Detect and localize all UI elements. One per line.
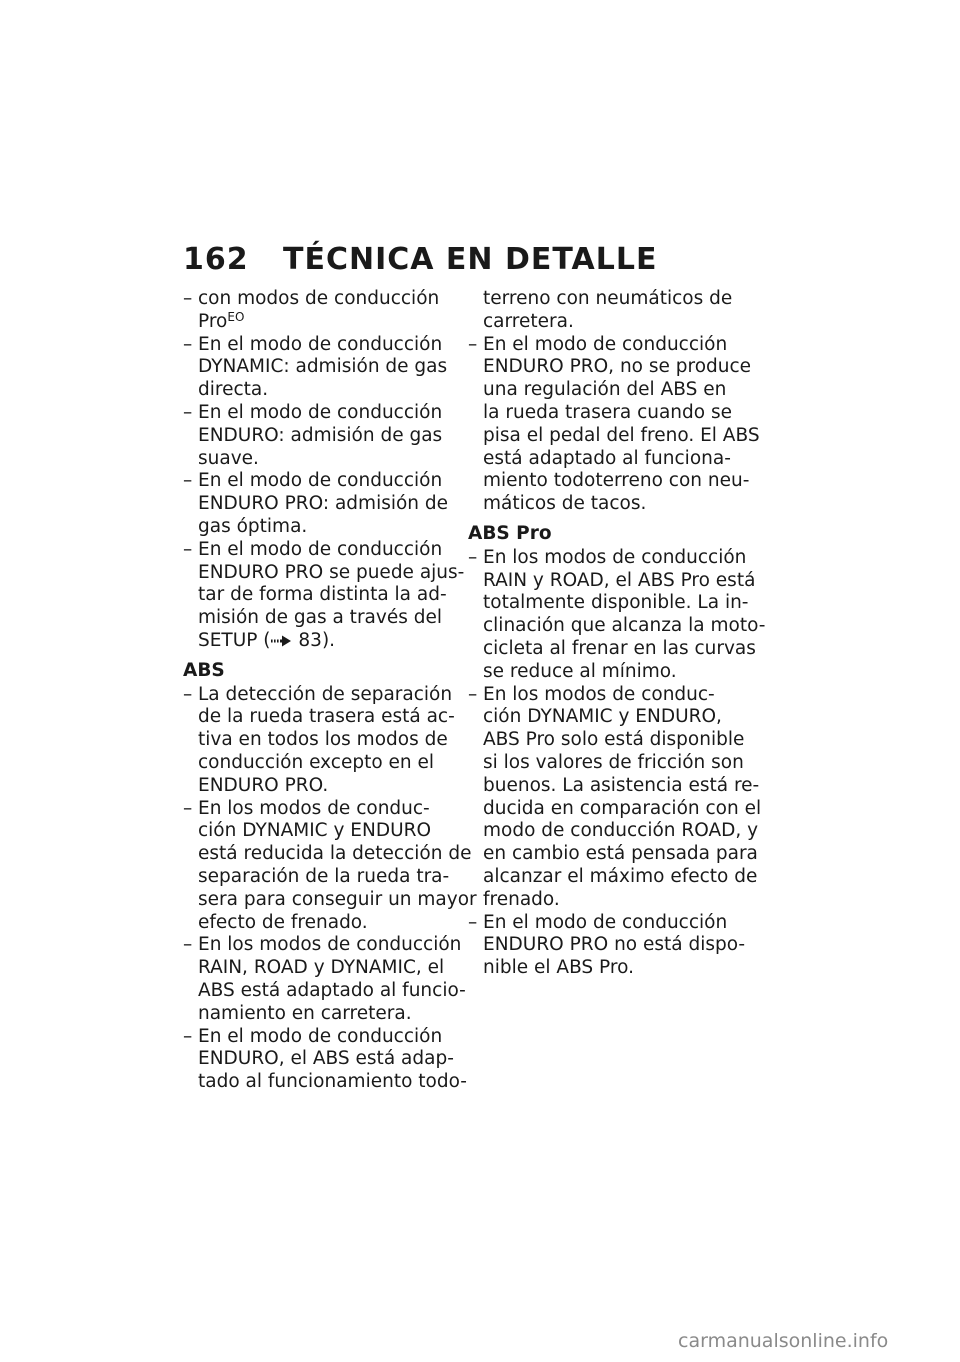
text-line: En el modo de conducción xyxy=(198,538,443,560)
text-line: nible el ABS Pro. xyxy=(483,957,634,979)
text-line: pisa el pedal del freno. El ABS xyxy=(483,424,760,446)
text-line: con modos de conducción xyxy=(198,288,440,309)
dash-bullet: – xyxy=(468,683,478,705)
text-line: está reducida la detección de xyxy=(198,843,472,865)
text-line: modo de conducción ROAD, y xyxy=(483,820,759,842)
text-line: se reduce al mínimo. xyxy=(483,660,677,682)
list-item xyxy=(183,934,466,1025)
enduro-pro-list xyxy=(468,333,760,516)
text-line: ABS Pro solo está disponible xyxy=(483,729,745,751)
text-line: ENDURO PRO no está dispo- xyxy=(483,934,746,956)
list-item xyxy=(468,546,766,684)
abs-heading: ABS xyxy=(183,659,225,681)
text-line: carretera. xyxy=(483,310,574,332)
text-line: ENDURO PRO. xyxy=(198,774,329,796)
text-line: frenado. xyxy=(483,888,560,910)
dash-bullet: – xyxy=(183,797,193,819)
text-line: En el modo de conducción xyxy=(198,333,443,355)
list-item xyxy=(468,683,762,912)
abs-pro-list xyxy=(468,546,766,980)
text-line: efecto de frenado. xyxy=(198,911,368,933)
text-line: En el modo de conducción xyxy=(198,401,443,423)
text-line: En el modo de conducción xyxy=(198,470,443,492)
text-line: La detección de separación xyxy=(198,683,453,705)
text-fragment: Pro xyxy=(198,310,228,332)
dash-bullet: – xyxy=(183,934,193,956)
list-item xyxy=(468,333,760,516)
text-line: conducción excepto en el xyxy=(198,751,435,773)
text-line: totalmente disponible. La in- xyxy=(483,592,749,614)
section-title: TÉCNICA EN DETALLE xyxy=(283,242,658,277)
list-item xyxy=(183,1025,467,1094)
text-line: en cambio está pensada para xyxy=(483,843,758,865)
text-line: DYNAMIC: admisión de gas xyxy=(198,356,448,378)
text-line: En el modo de conducción xyxy=(483,911,728,933)
text-line: misión de gas a través del xyxy=(198,607,442,629)
text-line: tar de forma distinta la ad- xyxy=(198,584,447,606)
text-line: clinación que alcanza la moto- xyxy=(483,615,766,637)
superscript-code: EO xyxy=(227,309,245,324)
text-line: ENDURO PRO se puede ajus- xyxy=(198,561,465,583)
page-number: 162 xyxy=(183,242,249,277)
text-line: gas óptima. xyxy=(198,515,308,537)
text-line: cicleta al frenar en las curvas xyxy=(483,637,756,659)
dash-bullet: – xyxy=(183,1025,193,1047)
watermark: carmanualsonline.info xyxy=(678,1330,889,1352)
list-item xyxy=(183,797,477,935)
abs-list xyxy=(183,683,477,1094)
text-line: En el modo de conducción xyxy=(483,333,728,355)
text-line: máticos de tacos. xyxy=(483,493,647,515)
list-item xyxy=(183,538,465,653)
dash-bullet: – xyxy=(183,333,193,355)
dash-bullet: – xyxy=(468,911,478,933)
dash-bullet: – xyxy=(183,470,193,492)
text-line: ENDURO PRO, no se produce xyxy=(483,356,752,378)
text-fragment: 83). xyxy=(292,629,336,651)
text-line: una regulación del ABS en xyxy=(483,379,727,401)
text-line: En los modos de conducción xyxy=(198,934,462,956)
list-item xyxy=(468,911,746,980)
text-line: ENDURO PRO: admisión de xyxy=(198,493,449,515)
text-line: sera para conseguir un mayor xyxy=(198,888,477,910)
text-fragment: SETUP ( xyxy=(198,629,271,651)
text-line: RAIN, ROAD y DYNAMIC, el xyxy=(198,957,445,979)
text-line: tiva en todos los modos de xyxy=(198,729,448,751)
dash-bullet: – xyxy=(183,401,193,423)
text-line xyxy=(198,311,455,334)
text-line: si los valores de fricción son xyxy=(483,751,744,773)
text-line: En los modos de conducción xyxy=(483,546,747,568)
text-line: ENDURO: admisión de gas xyxy=(198,424,443,446)
dash-bullet: – xyxy=(183,538,193,560)
continuation-text xyxy=(468,288,740,334)
text-line: miento todoterreno con neu- xyxy=(483,470,750,492)
text-line: de la rueda trasera está ac- xyxy=(198,706,455,728)
list-item xyxy=(183,684,455,798)
text-line: ABS está adaptado al funcio- xyxy=(198,979,466,1001)
text-line: tado al funcionamiento todo- xyxy=(198,1071,467,1093)
text-line: está adaptado al funciona- xyxy=(483,447,731,469)
dash-bullet: – xyxy=(468,333,478,355)
text-line: alcanzar el máximo efecto de xyxy=(483,865,758,887)
abs-pro-heading: ABS Pro xyxy=(468,522,552,544)
text-line: namiento en carretera. xyxy=(198,1002,412,1024)
text-line: En los modos de conduc- xyxy=(198,797,430,819)
text-line: RAIN y ROAD, el ABS Pro está xyxy=(483,569,756,591)
cross-reference xyxy=(198,630,455,653)
text-line: separación de la rueda tra- xyxy=(198,865,450,887)
text-line: ENDURO, el ABS está adap- xyxy=(198,1048,454,1070)
text-line: En los modos de conduc- xyxy=(483,683,715,705)
page-header xyxy=(183,242,657,277)
right-column xyxy=(468,288,766,980)
text-line: directa. xyxy=(198,379,269,401)
text-line: ción DYNAMIC y ENDURO xyxy=(198,820,432,842)
text-line: la rueda trasera cuando se xyxy=(483,401,732,423)
list-item xyxy=(183,402,455,470)
list-item xyxy=(183,470,455,538)
dash-bullet: – xyxy=(468,546,478,568)
text-line: terreno con neumáticos de xyxy=(483,288,733,309)
text-line: ción DYNAMIC y ENDURO, xyxy=(483,706,722,728)
list-item xyxy=(183,334,455,402)
text-line: ducida en comparación con el xyxy=(483,797,762,819)
dash-bullet: – xyxy=(183,683,193,705)
text-line: buenos. La asistencia está re- xyxy=(483,774,760,796)
list-item xyxy=(183,288,455,334)
text-line: En el modo de conducción xyxy=(198,1025,443,1047)
intro-list xyxy=(183,288,465,653)
dash-bullet: – xyxy=(183,288,193,309)
left-column xyxy=(183,288,477,1094)
arrow-reference-icon xyxy=(271,631,293,643)
text-line: suave. xyxy=(198,447,259,469)
